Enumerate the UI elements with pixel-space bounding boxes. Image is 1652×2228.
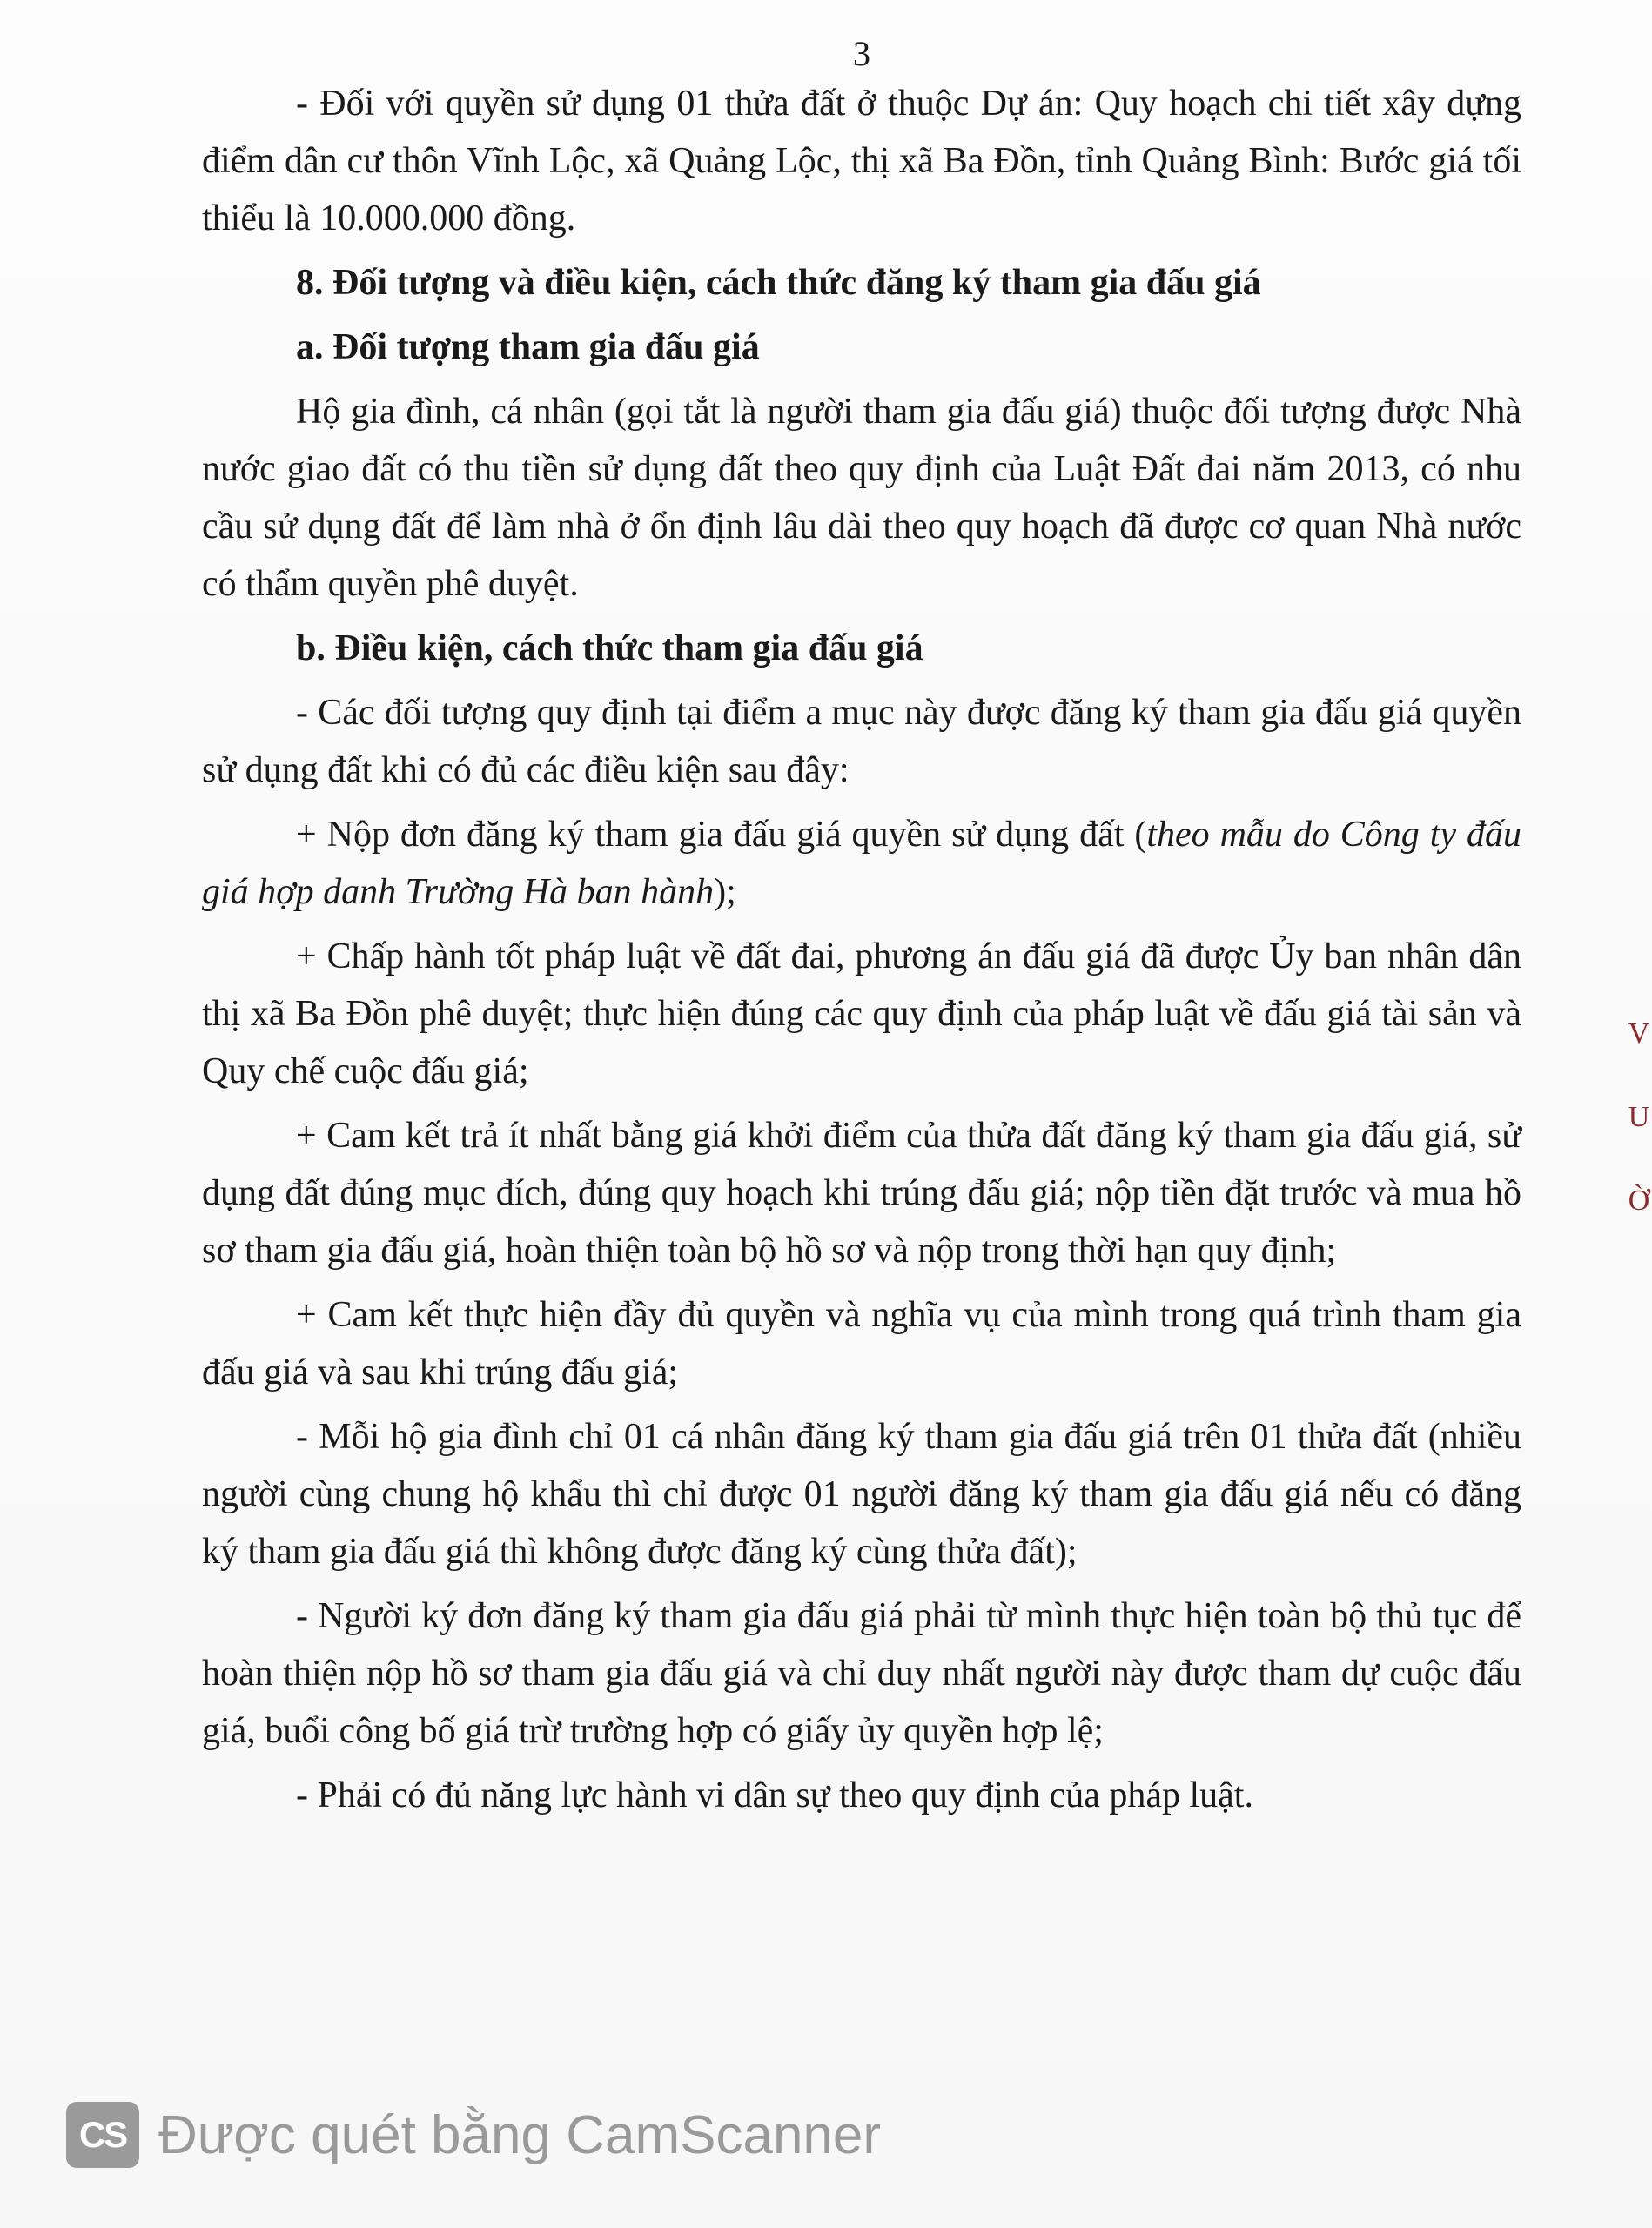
margin-mark: U [1628, 1101, 1650, 1133]
margin-mark: V [1628, 1017, 1650, 1050]
paragraph-civil-capacity: - Phải có đủ năng lực hành vi dân sự theo quy định của pháp luật. [296, 1775, 1253, 1815]
paragraph-submit-form [202, 806, 1521, 921]
subsection-a-heading: a. Đối tượng tham gia đấu giá [296, 327, 760, 367]
page-number: 3 [853, 34, 870, 73]
subsection-b-heading: b. Điều kiện, cách thức tham gia đấu giá [296, 628, 923, 668]
paragraph-comply-law: + Chấp hành tốt pháp luật về đất đai, phương án đấu giá đã được Ủy ban nhân dân thị xã Ba Đồn phê duyệt; thực hiện đúng các quy định của pháp luật về đấu giá tài sản và Quy chế cuộc đấu giá; [202, 936, 1521, 1091]
submit-form-italic: theo mẫu do Công ty đấu giá hợp danh Trường Hà ban hành [202, 815, 1521, 912]
document-body [202, 75, 1521, 1831]
watermark-text: Được quét bằng CamScanner [158, 2104, 882, 2165]
section-8-heading: 8. Đối tượng và điều kiện, cách thức đăng ký tham gia đấu giá [296, 263, 1261, 303]
submit-form-end: ); [714, 872, 736, 912]
camscanner-logo-icon: CS [66, 2102, 139, 2168]
paragraph-participants: Hộ gia đình, cá nhân (gọi tắt là người tham gia đấu giá) thuộc đối tượng được Nhà nước giao đất có thu tiền sử dụng đất theo quy định của Luật Đất đai năm 2013, có nhu cầu sử dụng đất để làm nhà ở ổn định lâu dài theo quy hoạch đã được cơ quan Nhà nước có thẩm quyền phê duyệt. [202, 392, 1521, 604]
submit-form-text: + Nộp đơn đăng ký tham gia đấu giá quyền sử dụng đất ( [296, 815, 1147, 855]
margin-stamp-fragment [1626, 992, 1652, 1243]
paragraph-bid-step: - Đối với quyền sử dụng 01 thửa đất ở thuộc Dự án: Quy hoạch chi tiết xây dựng điểm dân cư thôn Vĩnh Lộc, xã Quảng Lộc, thị xã Ba Đồn, tỉnh Quảng Bình: Bước giá tối thiểu là 10.000.000 đồng. [202, 84, 1521, 238]
paragraph-commit-rights: + Cam kết thực hiện đầy đủ quyền và nghĩa vụ của mình trong quá trình tham gia đấu giá và sau khi trúng đấu giá; [202, 1295, 1521, 1392]
paragraph-one-per-household: - Mỗi hộ gia đình chỉ 01 cá nhân đăng ký tham gia đấu giá trên 01 thửa đất (nhiều người cùng chung hộ khẩu thì chỉ được 01 người đăng ký tham gia đấu giá nếu có đăng ký tham gia đấu giá thì không được đăng ký cùng thửa đất); [202, 1417, 1521, 1572]
camscanner-watermark [66, 2096, 881, 2174]
paragraph-conditions-intro: - Các đối tượng quy định tại điểm a mục này được đăng ký tham gia đấu giá quyền sử dụng đất khi có đủ các điều kiện sau đây: [202, 693, 1521, 790]
paragraph-signer: - Người ký đơn đăng ký tham gia đấu giá phải từ mình thực hiện toàn bộ thủ tục để hoàn thiện nộp hồ sơ tham gia đấu giá và chỉ duy nhất người này được tham dự cuộc đấu giá, buổi công bố giá trừ trường hợp có giấy ủy quyền hợp lệ; [202, 1596, 1521, 1751]
paragraph-commit-price: + Cam kết trả ít nhất bằng giá khởi điểm của thửa đất đăng ký tham gia đấu giá, sử dụng đất đúng mục đích, đúng quy hoạch khi trúng đấu giá; nộp tiền đặt trước và mua hồ sơ tham gia đấu giá, hoàn thiện toàn bộ hồ sơ và nộp trong thời hạn quy định; [202, 1116, 1521, 1271]
margin-mark: Ờ [1628, 1184, 1650, 1217]
